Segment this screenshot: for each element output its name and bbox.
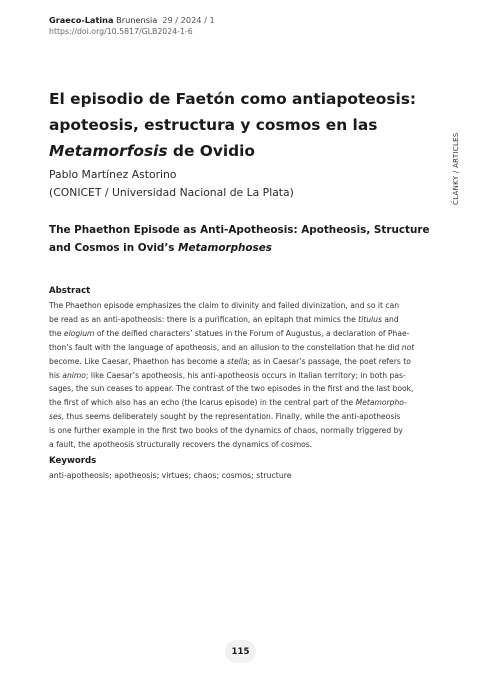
page-number: 115 xyxy=(225,640,256,663)
running-header xyxy=(49,15,215,37)
article-title: El episodio de Faetón como antiapoteosis: apoteosis, estructura y cosmos en las Metamorfosis de Ovidio xyxy=(49,90,417,160)
abstract-heading: Abstract xyxy=(49,286,91,296)
journal-volume: 29 / 2024 / 1 xyxy=(162,15,215,25)
english-title: The Phaethon Episode as Anti-Apotheosis: Apotheosis, Structure and Cosmos in Ovid’s Metamorphoses xyxy=(49,224,430,254)
keywords-text: anti-apotheosis; apotheosis; virtues; chaos; cosmos; structure xyxy=(49,471,292,480)
doi-link[interactable]: https://doi.org/10.5817/GLB2024-1-6 xyxy=(49,27,193,36)
author-block xyxy=(49,166,294,202)
author-name: Pablo Martínez Astorino xyxy=(49,168,177,181)
author-affiliation: (CONICET / Universidad Nacional de La Plata) xyxy=(49,186,294,199)
keywords-heading: Keywords xyxy=(49,456,97,466)
abstract-text: The Phaethon episode emphasizes the claim to divinity and failed divinization, and so it can be read as an anti-apotheosis: there is a purification, an epitaph that mimics the titulus and the elogium of the deified characters’ statues in the Forum of Augustus, a declaration of Phae- thon’s fault with the language of apotheosis, and an allusion to the constellation that he did not become. Like Caesar, Phaethon has become a stella; as in Caesar’s passage, the poet refers to his animo; like Caesar’s apotheosis, his anti-apotheosis occurs in Italian territory; in both pas- sages, the sun ceases to appear. The contrast of the two episodes in the first and the last book, the first of which also has an echo (the Icarus episode) in the central part of the Metamorpho- ses, thus seems deliberately sought by the representation. Finally, while the anti-apotheosis is one further example in the first two books of the dynamics of chaos, normally triggered by a fault, the apotheosis structurally recovers the dynamics of cosmos. xyxy=(49,301,415,450)
journal-name: Graeco-Latina Brunensia xyxy=(49,15,158,25)
section-side-label: ČLÁNKY / ARTICLES xyxy=(452,132,460,205)
